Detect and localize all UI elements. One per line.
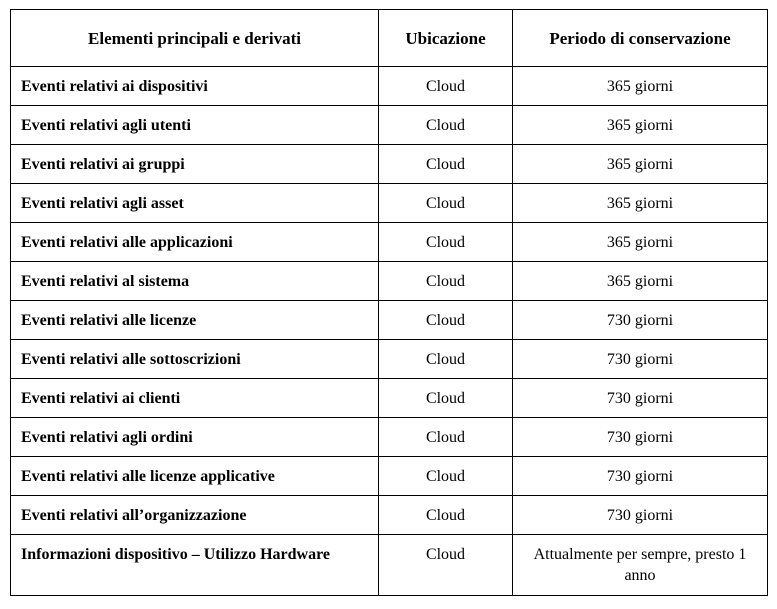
cell-period: 730 giorni — [513, 301, 768, 340]
retention-table — [10, 9, 768, 596]
cell-period: 365 giorni — [513, 223, 768, 262]
cell-location: Cloud — [379, 418, 513, 457]
cell-element: Eventi relativi agli asset — [11, 184, 379, 223]
cell-element: Eventi relativi ai gruppi — [11, 145, 379, 184]
cell-location: Cloud — [379, 457, 513, 496]
cell-location: Cloud — [379, 145, 513, 184]
cell-location: Cloud — [379, 379, 513, 418]
header-period: Periodo di conservazione — [513, 10, 768, 67]
cell-period: 730 giorni — [513, 418, 768, 457]
cell-element: Informazioni dispositivo – Utilizzo Hardware — [11, 535, 379, 596]
cell-element: Eventi relativi al sistema — [11, 262, 379, 301]
table-row — [11, 262, 768, 301]
cell-location: Cloud — [379, 67, 513, 106]
cell-period: 365 giorni — [513, 262, 768, 301]
cell-period: 365 giorni — [513, 184, 768, 223]
cell-location: Cloud — [379, 301, 513, 340]
cell-element: Eventi relativi ai dispositivi — [11, 67, 379, 106]
cell-period: 730 giorni — [513, 496, 768, 535]
cell-period: 730 giorni — [513, 379, 768, 418]
cell-period: 730 giorni — [513, 340, 768, 379]
cell-location: Cloud — [379, 496, 513, 535]
cell-period: 365 giorni — [513, 145, 768, 184]
cell-location: Cloud — [379, 535, 513, 596]
cell-element: Eventi relativi all’organizzazione — [11, 496, 379, 535]
cell-element: Eventi relativi alle licenze applicative — [11, 457, 379, 496]
cell-element: Eventi relativi alle applicazioni — [11, 223, 379, 262]
cell-location: Cloud — [379, 340, 513, 379]
cell-period: 730 giorni — [513, 457, 768, 496]
cell-element: Eventi relativi agli ordini — [11, 418, 379, 457]
cell-element: Eventi relativi alle sottoscrizioni — [11, 340, 379, 379]
table-row — [11, 496, 768, 535]
table-row — [11, 223, 768, 262]
header-element: Elementi principali e derivati — [11, 10, 379, 67]
table-row — [11, 340, 768, 379]
table-row — [11, 106, 768, 145]
table-row — [11, 418, 768, 457]
cell-element: Eventi relativi ai clienti — [11, 379, 379, 418]
cell-location: Cloud — [379, 223, 513, 262]
cell-location: Cloud — [379, 184, 513, 223]
cell-period: Attualmente per sempre, presto 1 anno — [513, 535, 768, 596]
table-row — [11, 457, 768, 496]
table-row — [11, 535, 768, 596]
cell-period: 365 giorni — [513, 106, 768, 145]
table-row — [11, 145, 768, 184]
cell-location: Cloud — [379, 262, 513, 301]
table-header-row — [11, 10, 768, 67]
table-row — [11, 67, 768, 106]
cell-period: 365 giorni — [513, 67, 768, 106]
cell-element: Eventi relativi agli utenti — [11, 106, 379, 145]
cell-location: Cloud — [379, 106, 513, 145]
cell-element: Eventi relativi alle licenze — [11, 301, 379, 340]
header-location: Ubicazione — [379, 10, 513, 67]
table-row — [11, 301, 768, 340]
table-row — [11, 184, 768, 223]
table-row — [11, 379, 768, 418]
